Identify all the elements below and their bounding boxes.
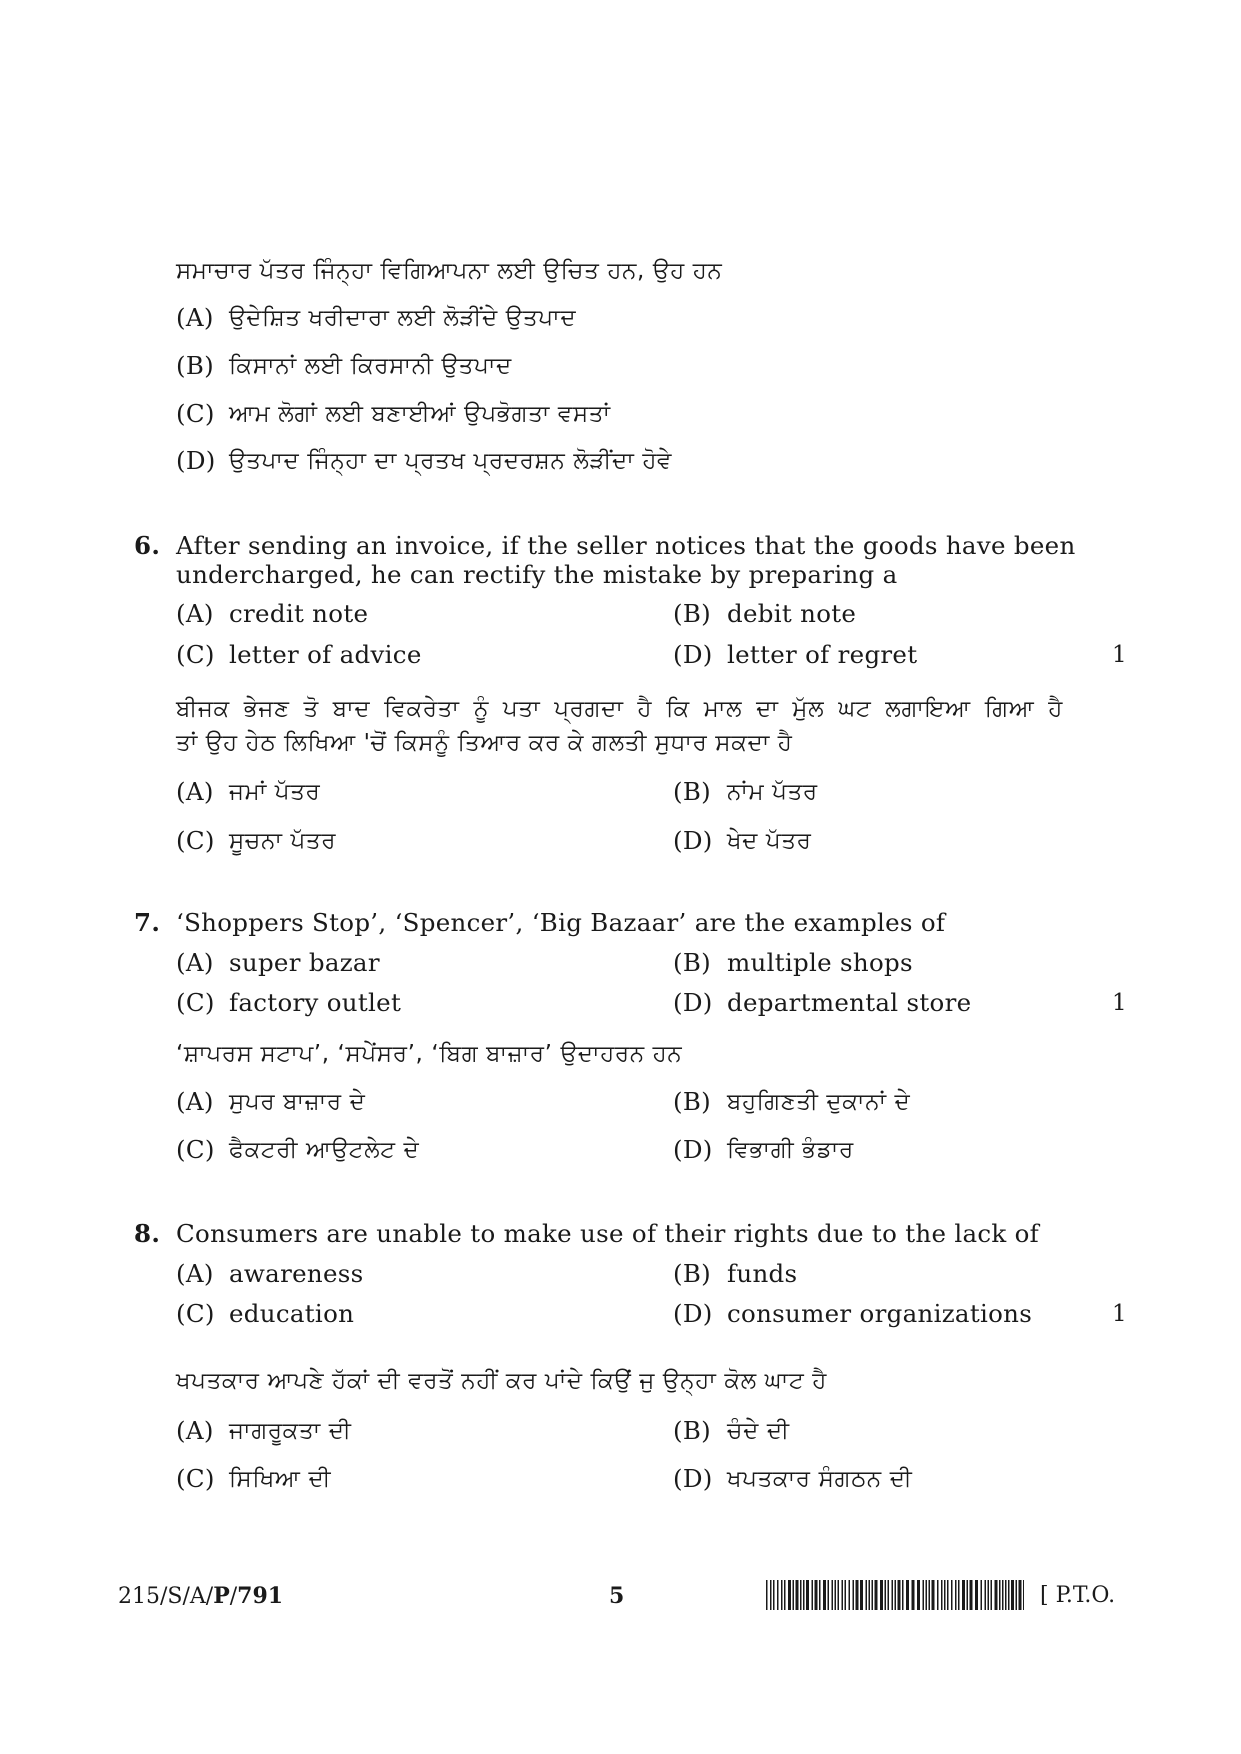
barcode-bar: [1023, 1580, 1024, 1610]
q7-punjabi-option-b-label: (B): [673, 1087, 712, 1116]
barcode-bar: [1008, 1580, 1010, 1610]
paper-code-prefix: 215/S/A/: [118, 1584, 214, 1609]
barcode-bar: [842, 1580, 844, 1610]
page-number: 5: [609, 1583, 625, 1609]
q8-option-d-label: (D): [673, 1299, 713, 1328]
q8-option-c-text: education: [229, 1299, 355, 1328]
paper-code-p: P: [213, 1583, 230, 1609]
q8-marks: 1: [1112, 1301, 1127, 1327]
barcode-bar: [885, 1580, 887, 1610]
barcode-bar: [902, 1580, 904, 1610]
q7-option-d-text: departmental store: [727, 988, 972, 1017]
q7-punjabi-option-d-label: (D): [673, 1135, 713, 1164]
q8-punjabi-option-b-label: (B): [673, 1416, 712, 1445]
barcode-bar: [985, 1580, 987, 1610]
barcode-bar: [832, 1580, 834, 1610]
q8-option-b-text: funds: [727, 1259, 798, 1288]
barcode-bar: [898, 1580, 901, 1610]
q7-stem: ‘Shoppers Stop’, ‘Spencer’, ‘Big Bazaar’ are the examples of: [176, 908, 946, 937]
q6-punjabi-line2: ਤਾਂ ਉਹ ਹੇਠ ਲਿਖਿਆ 'ਚੋਂ ਕਿਸਨੂੰ ਤਿਆਰ ਕਰ ਕੇ ਗਲਤੀ ਸੁਧਾਰ ਸਕਦਾ ਹੈ: [176, 730, 793, 756]
barcode-bar: [1019, 1580, 1022, 1610]
q8-option-c-label: (C): [176, 1299, 215, 1328]
barcode-bar: [962, 1580, 965, 1610]
q7-punjabi-option-c-label: (C): [176, 1135, 215, 1164]
barcode-bar: [1011, 1580, 1014, 1610]
barcode-bar: [860, 1580, 863, 1610]
q6-stem-line1: After sending an invoice, if the seller notices that the goods have been: [176, 531, 1076, 560]
barcode-bar: [944, 1580, 946, 1610]
barcode-bar: [770, 1580, 772, 1610]
barcode-bar: [875, 1580, 878, 1610]
barcode-bar: [981, 1580, 983, 1610]
q5-option-b-text: ਕਿਸਾਨਾਂ ਲਈ ਕਿਰਸਾਨੀ ਉਤਪਾਦ: [229, 353, 512, 379]
barcode-bar: [947, 1580, 949, 1610]
q6-punjabi-option-b-label: (B): [673, 777, 712, 806]
barcode-bar: [892, 1580, 894, 1610]
barcode-bar: [999, 1580, 1001, 1610]
barcode-bar: [951, 1580, 953, 1610]
barcode-bar: [773, 1580, 775, 1610]
q5-option-a-text: ਉਦੇਸ਼ਿਤ ਖਰੀਦਾਰਾ ਲਈ ਲੋੜੀਂਦੇ ਉਤਪਾਦ: [229, 305, 577, 331]
q5-option-d-text: ਉਤਪਾਦ ਜਿੰਨ੍ਹਾ ਦਾ ਪ੍ਰਤਖ ਪ੍ਰਦਰਸ਼ਨ ਲੋੜੀਂਦਾ ਹੋਵੇ: [229, 448, 673, 474]
q6-punjabi-option-d-text: ਖੇਦ ਪੱਤਰ: [727, 828, 812, 854]
q7-option-c-label: (C): [176, 988, 215, 1017]
barcode-bar: [872, 1580, 874, 1610]
barcode-bar: [788, 1580, 791, 1610]
barcode-bar: [849, 1580, 851, 1610]
q8-stem: Consumers are unable to make use of their rights due to the lack of: [176, 1219, 1040, 1248]
q5-option-d-label: (D): [176, 446, 216, 475]
q8-punjabi-stem: ਖਪਤਕਾਰ ਆਪਣੇ ਹੱਕਾਂ ਦੀ ਵਰਤੋਂ ਨਹੀਂ ਕਰ ਪਾਂਦੇ ਕਿਉਂ ਜੁ ਉਨ੍ਹਾ ਕੋਲ ਘਾਟ ਹੈ: [176, 1368, 827, 1394]
barcode-bar: [838, 1580, 840, 1610]
q7-punjabi-stem: ‘ਸ਼ਾਪਰਸ ਸਟਾਪ’, ‘ਸਪੇਂਸਰ’, ‘ਬਿਗ ਬਾਜ਼ਾਰ’ ਉਦਾਹਰਨ ਹਨ: [176, 1041, 683, 1067]
q7-punjabi-option-d-text: ਵਿਭਾਗੀ ਭੰਡਾਰ: [727, 1137, 854, 1163]
barcode-bar: [819, 1580, 821, 1610]
barcode-bar: [932, 1580, 935, 1610]
q6-punjabi-line1: ਬੀਜਕ ਭੇਜਣ ਤੋ ਬਾਦ ਵਿਕਰੇਤਾ ਨੂੰ ਪਤਾ ਪ੍ਰਗਦਾ ਹੈ ਕਿ ਮਾਲ ਦਾ ਮੁੱਲ ਘਟ ਲਗਾਇਆ ਗਿਆ ਹੈ: [176, 696, 1063, 722]
barcode-bar: [781, 1580, 783, 1610]
q7-option-a-text: super bazar: [229, 948, 380, 977]
q6-option-d-text: letter of regret: [727, 640, 918, 669]
q7-punjabi-option-c-text: ਫੈਕਟਰੀ ਆਉਟਲੇਟ ਦੇ: [229, 1137, 420, 1163]
q6-number: 6.: [134, 531, 161, 560]
barcode-bar: [784, 1580, 786, 1610]
q8-option-d-text: consumer organizations: [727, 1299, 1033, 1328]
barcode-bar: [823, 1580, 826, 1610]
q7-punjabi-option-a-text: ਸੁਪਰ ਬਾਜ਼ਾਰ ਦੇ: [229, 1089, 366, 1115]
q8-option-a-text: awareness: [229, 1259, 364, 1288]
q5-option-a-label: (A): [176, 303, 214, 332]
barcode-bar: [796, 1580, 799, 1610]
q7-option-c-text: factory outlet: [229, 988, 402, 1017]
barcode-bar: [995, 1580, 998, 1610]
q6-stem-line2: undercharged, he can rectify the mistake by preparing a: [176, 560, 898, 589]
barcode-bar: [991, 1580, 993, 1610]
q7-option-a-label: (A): [176, 948, 214, 977]
barcode-bar: [912, 1580, 915, 1610]
q6-option-b-label: (B): [673, 599, 712, 628]
barcode-bar: [955, 1580, 957, 1610]
q6-punjabi-option-b-text: ਨਾਂਮ ਪੱਤਰ: [727, 779, 818, 805]
barcode-bar: [906, 1580, 909, 1610]
q7-option-b-text: multiple shops: [727, 948, 913, 977]
q5-option-c-text: ਆਮ ਲੋਗਾਂ ਲਈ ਬਣਾਈਆਂ ਉਪਭੋਗਤਾ ਵਸਤਾਂ: [229, 401, 611, 427]
barcode-bar: [1002, 1580, 1004, 1610]
q7-marks: 1: [1112, 990, 1127, 1016]
barcode-bar: [869, 1580, 871, 1610]
q6-option-c-label: (C): [176, 640, 215, 669]
q6-punjabi-option-d-label: (D): [673, 826, 713, 855]
barcode-bar: [926, 1580, 928, 1610]
q8-punjabi-option-b-text: ਚੰਦੇ ਦੀ: [727, 1418, 790, 1444]
paper-code-sep: /: [229, 1584, 238, 1609]
barcode-bar: [941, 1580, 943, 1610]
q7-option-d-label: (D): [673, 988, 713, 1017]
barcode-image: [766, 1580, 1024, 1610]
q7-punjabi-option-a-label: (A): [176, 1087, 214, 1116]
q6-option-b-text: debit note: [727, 599, 857, 628]
q8-number: 8.: [134, 1219, 161, 1248]
barcode-bar: [835, 1580, 837, 1610]
barcode-bar: [923, 1580, 925, 1610]
barcode-bar: [803, 1580, 805, 1610]
q8-punjabi-option-c-text: ਸਿਖਿਆ ਦੀ: [229, 1466, 332, 1492]
barcode-bar: [929, 1580, 931, 1610]
barcode-bar: [853, 1580, 855, 1610]
barcode-bar: [766, 1580, 768, 1610]
barcode-bar: [856, 1580, 859, 1610]
q8-punjabi-option-d-text: ਖਪਤਕਾਰ ਸੰਗਠਨ ਦੀ: [727, 1466, 913, 1492]
paper-code: [118, 1582, 283, 1611]
q6-punjabi-option-c-text: ਸੂਚਨਾ ਪੱਤਰ: [229, 828, 337, 854]
barcode-bar: [800, 1580, 802, 1610]
barcode-bar: [828, 1580, 830, 1610]
q8-punjabi-option-c-label: (C): [176, 1464, 215, 1493]
barcode-bar: [988, 1580, 990, 1610]
barcode-bar: [845, 1580, 847, 1610]
barcode-bar: [917, 1580, 920, 1610]
barcode-bar: [970, 1580, 973, 1610]
q6-punjabi-option-a-text: ਜਮਾਂ ਪੱਤਰ: [229, 779, 321, 805]
pto-label: [ P.T.O.: [1040, 1583, 1116, 1608]
barcode-bar: [777, 1580, 779, 1610]
q6-marks: 1: [1112, 642, 1127, 668]
q5-punjabi-stem: ਸਮਾਚਾਰ ਪੱਤਰ ਜਿੰਨ੍ਹਾ ਵਿਗਿਆਪਨਾ ਲਈ ਉਚਿਤ ਹਨ, ਉਹ ਹਨ: [176, 258, 723, 284]
q8-punjabi-option-a-label: (A): [176, 1416, 214, 1445]
q6-punjabi-option-a-label: (A): [176, 777, 214, 806]
barcode-bar: [806, 1580, 809, 1610]
q6-option-d-label: (D): [673, 640, 713, 669]
q7-option-b-label: (B): [673, 948, 712, 977]
q6-option-a-label: (A): [176, 599, 214, 628]
q6-option-c-text: letter of advice: [229, 640, 422, 669]
barcode-bar: [1016, 1580, 1018, 1610]
barcode-bar: [975, 1580, 978, 1610]
q8-option-a-label: (A): [176, 1259, 214, 1288]
barcode-bar: [958, 1580, 960, 1610]
barcode-bar: [815, 1580, 818, 1610]
barcode-bar: [812, 1580, 814, 1610]
q8-punjabi-option-a-text: ਜਾਗਰੂਕਤਾ ਦੀ: [229, 1418, 352, 1444]
q7-number: 7.: [134, 908, 161, 937]
q6-option-a-text: credit note: [229, 599, 369, 628]
q8-punjabi-option-d-label: (D): [673, 1464, 713, 1493]
barcode-bar: [1005, 1580, 1007, 1610]
q6-punjabi-option-c-label: (C): [176, 826, 215, 855]
barcode-bar: [793, 1580, 795, 1610]
barcode-bar: [866, 1580, 868, 1610]
barcode-bar: [967, 1580, 969, 1610]
barcode-bar: [880, 1580, 883, 1610]
q8-option-b-label: (B): [673, 1259, 712, 1288]
barcode-bar: [895, 1580, 897, 1610]
q5-option-b-label: (B): [176, 351, 215, 380]
q5-option-c-label: (C): [176, 399, 215, 428]
paper-code-number: 791: [237, 1583, 284, 1609]
barcode-bar: [937, 1580, 939, 1610]
barcode-bar: [888, 1580, 890, 1610]
q7-punjabi-option-b-text: ਬਹੁਗਿਣਤੀ ਦੁਕਾਨਾਂ ਦੇ: [727, 1089, 911, 1115]
